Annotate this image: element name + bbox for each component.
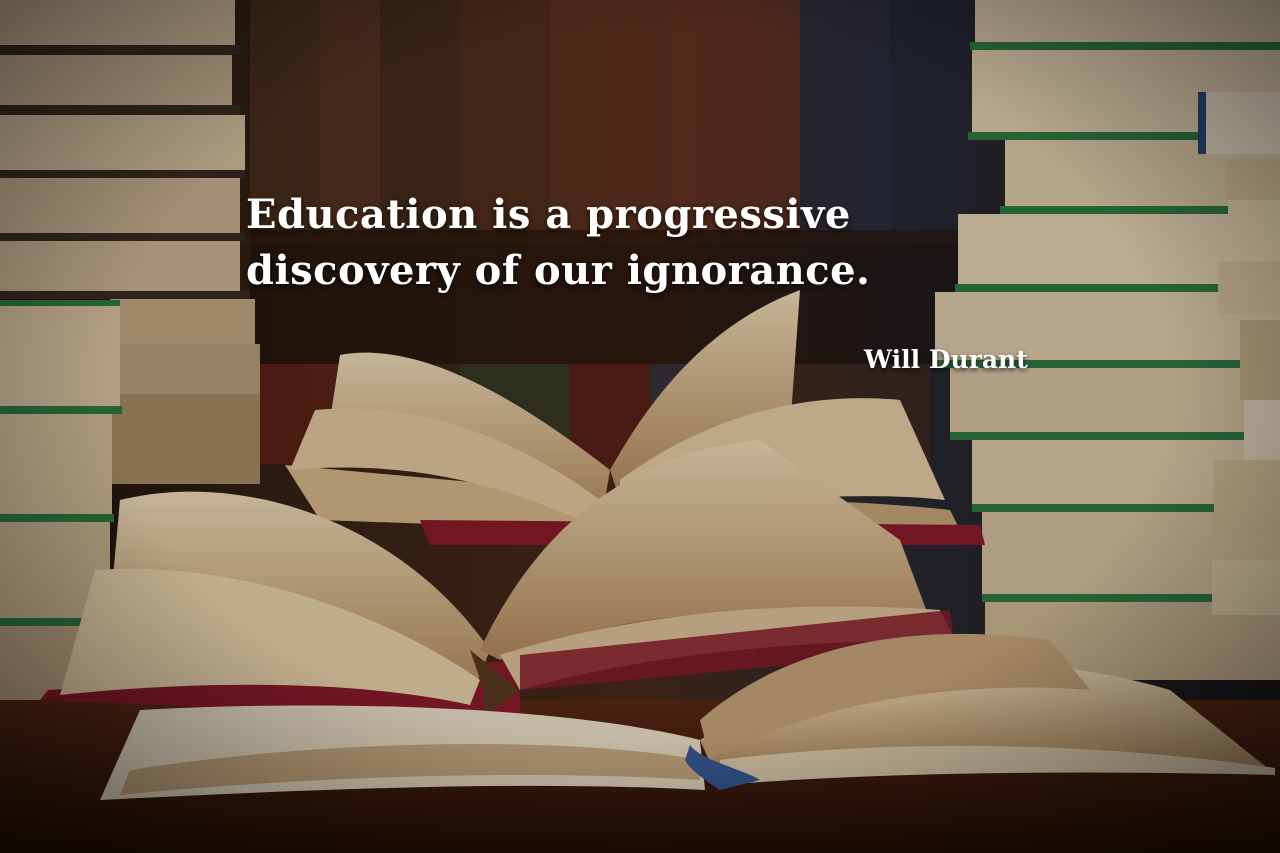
quote-line-1: Education is a progressive <box>246 191 851 238</box>
quote-author: Will Durant <box>864 345 1028 374</box>
quote-line-2: discovery of our ignorance. <box>246 247 871 294</box>
